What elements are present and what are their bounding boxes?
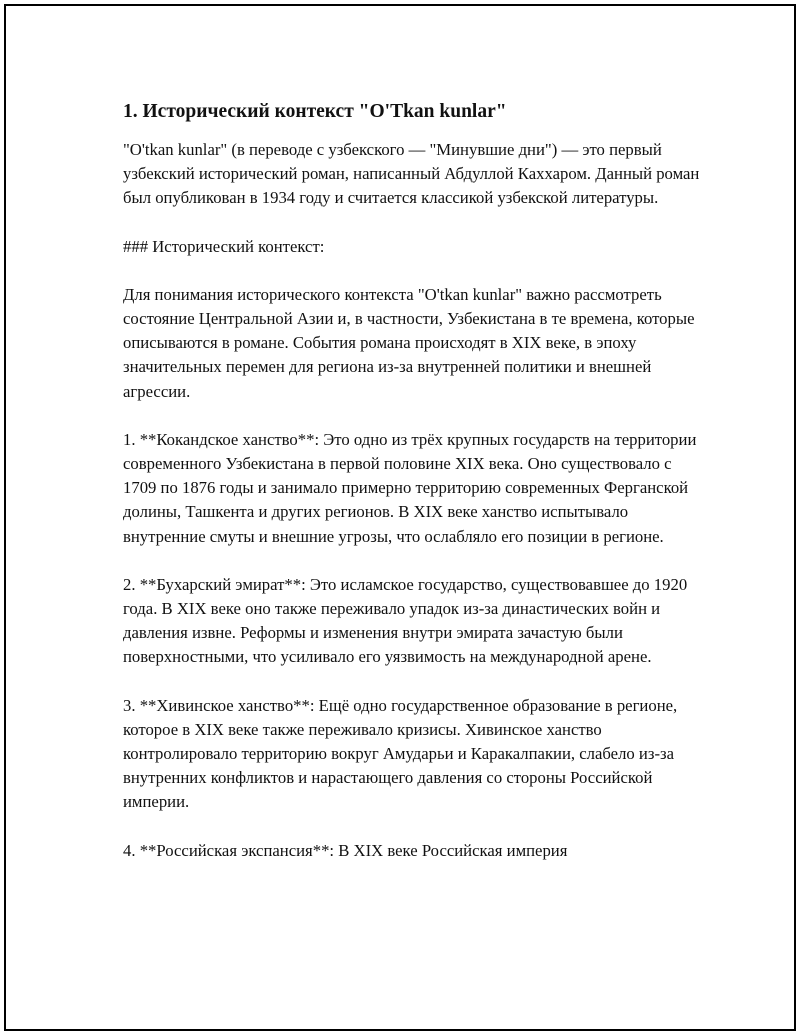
section-subheading: ### Исторический контекст:: [123, 236, 325, 256]
page-frame: [4, 4, 796, 1031]
list-item-russia: 4. **Российская экспансия**: В XIX веке Российская империя: [123, 840, 568, 860]
context-paragraph: Для понимания исторического контекста "O'tkan kunlar" важно рассмотреть состояние Центральной Азии и, в частности, Узбекистана в те времена, которые описываются в романе. События романа происходят в XIX веке, в эпоху значительных перемен для региона из-за внутренней политики и внешней агрессии.: [123, 284, 695, 401]
list-item-bukhara: 2. **Бухарский эмират**: Это исламское государство, существовавшее до 1920 года. В XIX веке оно также переживало упадок из-за династических войн и давления извне. Реформы и изменения внутри эмирата зачастую были поверхностными, что усиливало его уязвимость на международной арене.: [123, 574, 688, 667]
document-body: [123, 98, 703, 887]
document-heading: 1. Исторический контекст "O'Tkan kunlar": [123, 101, 507, 122]
list-item-khiva: 3. **Хивинское ханство**: Ещё одно государственное образование в регионе, которое в XIX веке также переживало кризисы. Хивинское ханство контролировало территорию вокруг Амударьи и Каракалпакии, слабело из-за внутренних конфликтов и нарастающего давления со стороны Российской империи.: [123, 695, 678, 812]
intro-paragraph: "O'tkan kunlar" (в переводе с узбекского — "Минувшие дни") — это первый узбекский исторический роман, написанный Абдуллой Каххаром. Данный роман был опубликован в 1934 году и считается классикой узбекской литературы.: [123, 140, 700, 208]
list-item-kokand: 1. **Кокандское ханство**: Это одно из трёх крупных государств на территории современного Узбекистана в первой половине XIX века. Оно существовало с 1709 по 1876 годы и занимало примерно территорию современных Ферганской долины, Ташкента и других регионов. В XIX веке ханство испытывало внутренние смуты и внешние угрозы, что ослабляло его позиции в регионе.: [123, 429, 697, 546]
